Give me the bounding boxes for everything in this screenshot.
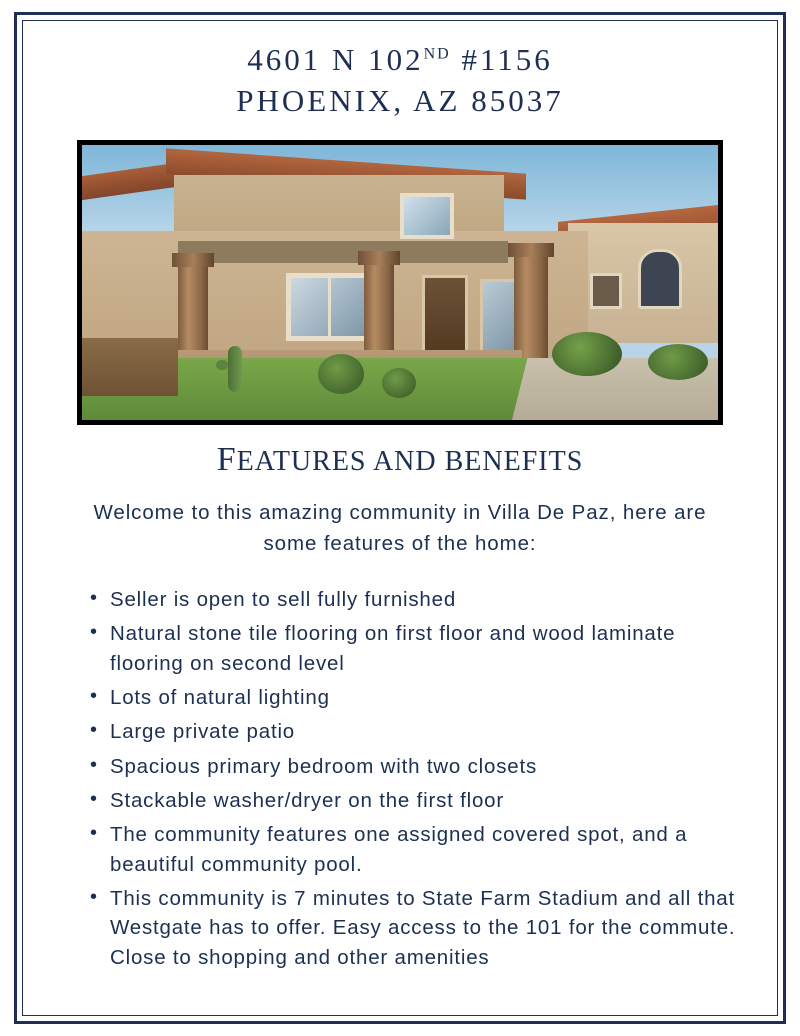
photo-shrub-1	[318, 354, 364, 394]
list-item: • This community is 7 minutes to State Farm Stadium and all that Westgate has to offer. Easy access to the 101 for the commute. Close to shopping and other amenities	[90, 884, 744, 972]
features-list	[46, 585, 754, 972]
list-item: • The community features one assigned covered spot, and a beautiful community pool.	[90, 820, 744, 879]
property-photo-frame	[77, 140, 723, 425]
list-item: • Lots of natural lighting	[90, 683, 744, 712]
photo-neighbor-window	[590, 273, 622, 309]
photo-front-window	[286, 273, 370, 341]
intro-paragraph: Welcome to this amazing community in Villa De Paz, here are some features of the home:	[93, 500, 707, 555]
address-line-1	[247, 42, 553, 77]
photo-cactus	[228, 346, 242, 392]
section-heading	[46, 441, 754, 479]
photo-shrub-4	[648, 344, 708, 380]
photo-porch-ceiling	[178, 241, 508, 263]
property-photo	[82, 145, 718, 420]
list-item: • Spacious primary bedroom with two closets	[90, 752, 744, 781]
section-heading-capital: F	[216, 440, 237, 478]
address-line-2: PHOENIX, AZ 85037	[236, 82, 564, 118]
photo-shrub-3	[552, 332, 622, 376]
address-unit: #1156	[461, 42, 553, 77]
photo-upper-window	[400, 193, 454, 239]
page-title	[46, 40, 754, 122]
list-item: • Large private patio	[90, 717, 744, 746]
photo-left-foreground	[82, 338, 178, 396]
list-item: • Stackable washer/dryer on the first floor	[90, 786, 744, 815]
list-item: • Seller is open to sell fully furnished	[90, 585, 744, 614]
photo-shrub-2	[382, 368, 416, 398]
flyer-content	[46, 40, 754, 977]
section-heading-rest: EATURES AND BENEFITS	[236, 445, 584, 477]
photo-neighbor-arch-window	[638, 249, 682, 309]
list-item: • Natural stone tile flooring on first floor and wood laminate flooring on second level	[90, 619, 744, 678]
address-ordinal-suffix: ND	[423, 45, 451, 63]
address-street-number: 4601 N 102	[247, 42, 424, 77]
